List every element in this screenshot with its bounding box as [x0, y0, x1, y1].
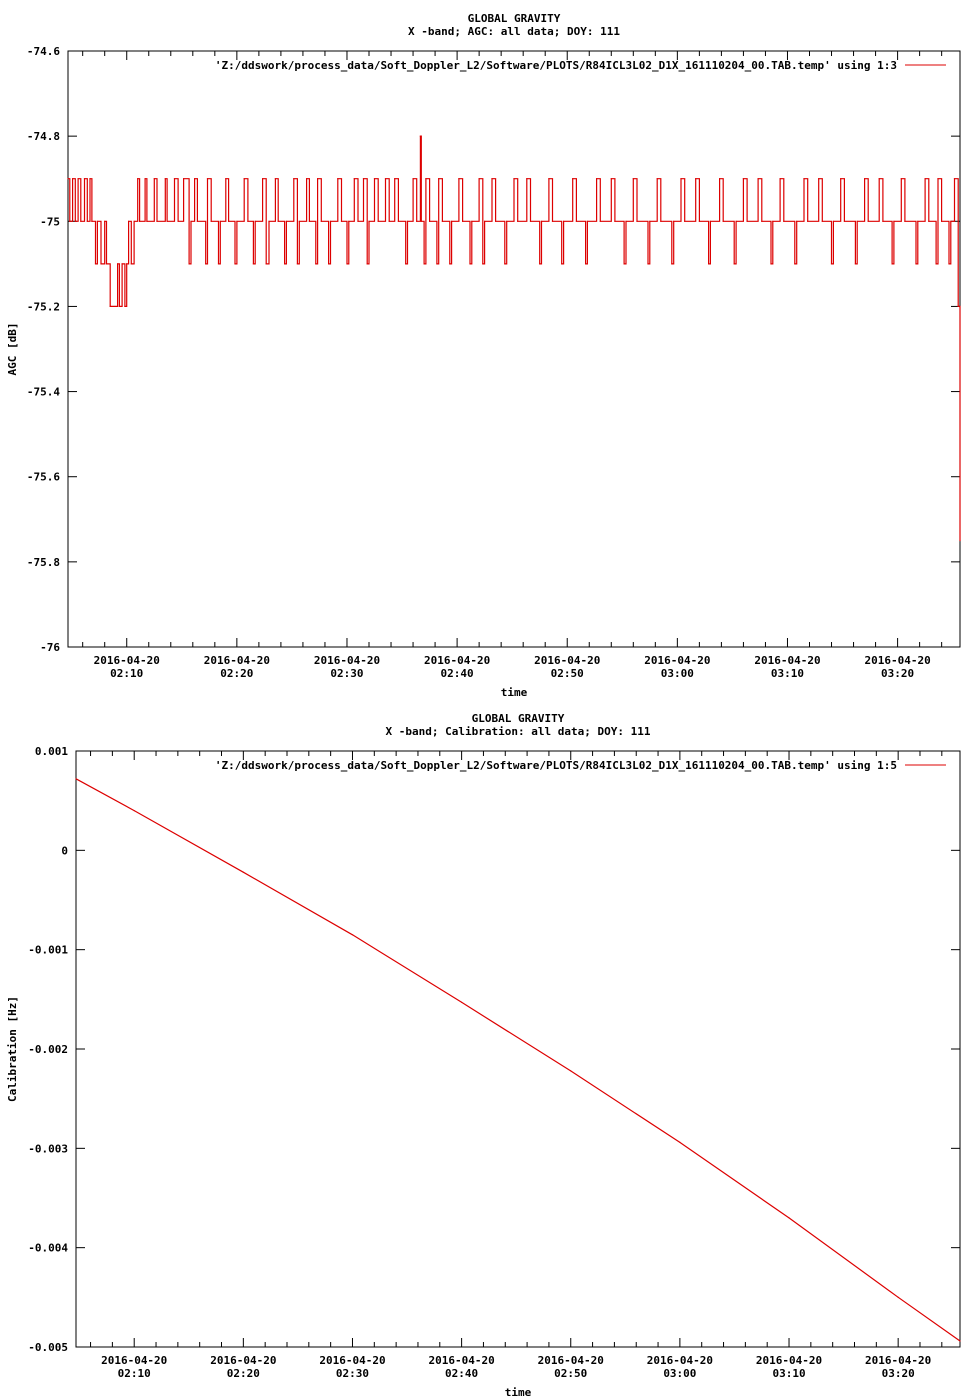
chart1-data-point — [671, 263, 672, 264]
chart1-xtick-time-label: 02:30 — [330, 667, 364, 680]
chart1-data-point — [572, 178, 573, 179]
chart1-data-point — [614, 221, 615, 222]
chart1-data-point — [563, 221, 564, 222]
chart1-data-point — [794, 263, 795, 264]
chart1-data-point — [266, 263, 267, 264]
chart1-data-point — [504, 263, 505, 264]
chart1-data-point — [247, 221, 248, 222]
chart1-data-point — [684, 221, 685, 222]
chart2-data-point — [959, 1340, 960, 1341]
chart1-plot-frame — [68, 51, 960, 647]
chart1-data-point — [959, 540, 960, 541]
chart1-data-point — [892, 263, 893, 264]
chart2-xtick-time-label: 03:20 — [881, 1367, 915, 1380]
chart2-data-point — [75, 778, 76, 779]
chart2-xtick-time-label: 03:00 — [663, 1367, 697, 1380]
chart1-data-point — [126, 263, 127, 264]
chart1-data-point — [758, 178, 759, 179]
chart1-data-point — [624, 263, 625, 264]
chart1-xtick-date-label: 2016-04-20 — [644, 654, 711, 667]
chart2-ytick-label: 0.001 — [34, 745, 68, 758]
chart1-data-point — [904, 221, 905, 222]
chart1-ytick-label: -76 — [40, 641, 60, 654]
chart1-data-point — [348, 221, 349, 222]
chart1-data-point — [124, 306, 125, 307]
chart1-data-point — [89, 178, 90, 179]
chart1-data-point — [552, 221, 553, 222]
chart1-data-point — [67, 178, 68, 179]
chart1-data-point — [647, 263, 648, 264]
chart1-data-point — [146, 221, 147, 222]
chart2-subtitle: X -band; Calibration: all data; DOY: 111 — [385, 725, 651, 738]
chart2-xtick-time-label: 03:10 — [772, 1367, 806, 1380]
chart2-ytick-label: -0.002 — [28, 1043, 68, 1056]
chart1-data-point — [95, 263, 96, 264]
chart1-data-point — [633, 178, 634, 179]
chart1-data-point — [398, 221, 399, 222]
chart1-data-point — [928, 221, 929, 222]
chart1-data-point — [145, 178, 146, 179]
chart2-xtick-time-label: 02:20 — [226, 1367, 260, 1380]
chart2-legend-label: 'Z:/ddswork/process_data/Soft_Doppler_L2/Software/PLOTS/R84ICL3L02_D1X_161110204_00.TAB.temp' using 1:5 — [214, 759, 897, 772]
chart1-ytick-label: -75.2 — [26, 300, 60, 314]
chart1-data-point — [234, 263, 235, 264]
chart2-xtick-time-label: 02:30 — [335, 1367, 370, 1380]
chart1-data-point — [220, 221, 221, 222]
chart1-xtick-date-label: 2016-04-20 — [93, 654, 160, 667]
chart2-data-point — [679, 1142, 680, 1143]
chart2-ytick-label: -0.001 — [28, 943, 68, 957]
chart1-data-point — [262, 178, 263, 179]
chart1-data-point — [293, 178, 294, 179]
chart1-data-point — [236, 221, 237, 222]
chart1-data-point — [110, 306, 111, 307]
chart1-data-point — [625, 221, 626, 222]
chart2-series-1-line — [76, 779, 960, 1341]
chart1-data-point — [723, 221, 724, 222]
chart1-data-point — [539, 263, 540, 264]
chart2-ytick-label: -0.005 — [28, 1341, 68, 1354]
chart1-data-point — [117, 263, 118, 264]
chart1-data-point — [893, 221, 894, 222]
chart1-data-point — [462, 221, 463, 222]
chart1-data-point — [165, 178, 166, 179]
chart1-data-point — [218, 263, 219, 264]
chart1-data-point — [309, 221, 310, 222]
chart2-ytick-label: -0.004 — [28, 1241, 68, 1255]
chart1-data-point — [354, 178, 355, 179]
chart1-legend-label: 'Z:/ddswork/process_data/Soft_Doppler_L2/Software/PLOTS/R84ICL3L02_D1X_161110204_00.TAB.temp' using 1:3 — [214, 59, 897, 72]
chart1-data-point — [367, 263, 368, 264]
chart1-data-point — [178, 221, 179, 222]
chart1-data-point — [255, 221, 256, 222]
chart1-data-point — [636, 221, 637, 222]
chart1-xtick-date-label: 2016-04-20 — [203, 654, 270, 667]
chart1-data-point — [389, 221, 390, 222]
chart1-data-point — [796, 221, 797, 222]
chart1-xtick-date-label: 2016-04-20 — [313, 654, 381, 667]
chart1-data-point — [695, 178, 696, 179]
chart1-data-point — [941, 221, 942, 222]
chart1-data-point — [207, 178, 208, 179]
chart1-data-point — [780, 178, 781, 179]
chart1-data-point — [72, 178, 73, 179]
chart1-data-point — [901, 178, 902, 179]
chart1-data-point — [69, 221, 70, 222]
chart1-data-point — [442, 221, 443, 222]
chart1-data-point — [770, 263, 771, 264]
chart1-data-point — [425, 178, 426, 179]
chart1-xtick-time-label: 03:00 — [660, 667, 694, 680]
chart1-data-point — [548, 178, 549, 179]
chart1-xtick-date-label: 2016-04-20 — [754, 654, 821, 667]
chart1-data-point — [436, 263, 437, 264]
chart1-data-point — [438, 178, 439, 179]
chart2-plot-frame — [76, 751, 960, 1347]
chart1-data-point — [156, 221, 157, 222]
chart1-data-point — [660, 221, 661, 222]
chart1-data-point — [561, 263, 562, 264]
chart1-data-point — [937, 178, 938, 179]
chart1-data-point — [421, 221, 422, 222]
chart1-data-point — [855, 263, 856, 264]
chart1-data-point — [471, 221, 472, 222]
chart2-data-point — [352, 934, 353, 935]
chart2-x-axis-label: time — [504, 1386, 532, 1399]
chart1-xtick-time-label: 03:20 — [881, 667, 915, 680]
chart1-data-point — [154, 178, 155, 179]
chart1-data-point — [458, 178, 459, 179]
chart1-data-point — [407, 221, 408, 222]
chart1-data-point — [449, 263, 450, 264]
chart1-data-point — [482, 263, 483, 264]
chart1-data-point — [657, 178, 658, 179]
chart1-data-point — [783, 221, 784, 222]
chart1-data-point — [244, 178, 245, 179]
chart1-data-point — [416, 221, 417, 222]
chart1-data-point — [341, 221, 342, 222]
chart1-xtick-time-label: 03:10 — [770, 667, 805, 680]
chart1-data-point — [394, 178, 395, 179]
chart1-data-point — [275, 178, 276, 179]
chart1-data-point — [190, 221, 191, 222]
chart1-data-point — [87, 221, 88, 222]
chart1-data-point — [368, 221, 369, 222]
chart1-data-point — [189, 263, 190, 264]
chart1-data-point — [680, 178, 681, 179]
chart1-data-point — [958, 306, 959, 307]
chart2-title: GLOBAL GRAVITY — [471, 712, 565, 725]
chart1-data-point — [119, 306, 120, 307]
chart1-data-point — [139, 221, 140, 222]
chart1-y-axis-label: AGC [dB] — [6, 322, 19, 376]
chart1-data-point — [91, 221, 92, 222]
chart1-data-point — [708, 263, 709, 264]
chart1-data-point — [363, 178, 364, 179]
chart1-data-point — [495, 221, 496, 222]
chart2-xtick-time-label: 02:50 — [554, 1367, 588, 1380]
chart1-data-point — [122, 263, 123, 264]
chart1-data-point — [950, 221, 951, 222]
chart1-data-point — [286, 221, 287, 222]
chart1-data-point — [576, 221, 577, 222]
chart1-data-point — [936, 263, 937, 264]
chart1-data-point — [317, 178, 318, 179]
chart1-title: GLOBAL GRAVITY — [467, 12, 561, 25]
chart1-data-point — [321, 221, 322, 222]
chart1-data-point — [761, 221, 762, 222]
chart1-data-point — [405, 263, 406, 264]
chart1-data-point — [831, 263, 832, 264]
chart1-data-point — [673, 221, 674, 222]
chart1-data-point — [253, 263, 254, 264]
chart1-xtick-time-label: 02:50 — [550, 667, 584, 680]
chart1-data-point — [772, 221, 773, 222]
chart1-data-point — [917, 221, 918, 222]
chart1-data-point — [268, 221, 269, 222]
chart1-data-point — [337, 178, 338, 179]
chart1-data-point — [97, 221, 98, 222]
chart1-ytick-label: -75 — [40, 215, 60, 229]
chart1-data-point — [840, 178, 841, 179]
chart1-data-point — [491, 178, 492, 179]
chart1-data-point — [228, 221, 229, 222]
chart1-data-point — [948, 263, 949, 264]
chart1-data-point — [710, 221, 711, 222]
chart2-xtick-date-label: 2016-04-20 — [865, 1354, 932, 1367]
chart1-data-point — [719, 178, 720, 179]
chart1-data-point — [747, 221, 748, 222]
chart1-data-point — [374, 178, 375, 179]
chart1-data-point — [137, 178, 138, 179]
chart1-data-point — [128, 221, 129, 222]
chart1-data-point — [818, 178, 819, 179]
chart1-data-point — [736, 221, 737, 222]
chart1-data-point — [822, 221, 823, 222]
chart1-data-point — [78, 178, 79, 179]
chart1-data-point — [915, 263, 916, 264]
chart1-ytick-label: -74.6 — [26, 45, 60, 58]
chart1-data-point — [585, 263, 586, 264]
chart2-data-point — [788, 1217, 789, 1218]
chart1-data-point — [479, 178, 480, 179]
chart1-data-point — [194, 178, 195, 179]
chart1-data-point — [734, 263, 735, 264]
chart1-data-point — [211, 221, 212, 222]
chart2-data-point — [570, 1070, 571, 1071]
chart2-data-point — [134, 810, 135, 811]
chart1-data-point — [699, 221, 700, 222]
chart1-data-point — [743, 178, 744, 179]
chart2-xtick-date-label: 2016-04-20 — [428, 1354, 495, 1367]
chart1-subtitle: X -band; AGC: all data; DOY: 111 — [408, 25, 620, 38]
chart1-data-point — [506, 221, 507, 222]
chart2-xtick-date-label: 2016-04-20 — [101, 1354, 168, 1367]
chart2-xtick-date-label: 2016-04-20 — [319, 1354, 386, 1367]
chart1-data-point — [197, 221, 198, 222]
chart1-data-point — [315, 263, 316, 264]
chart1-data-point — [297, 263, 298, 264]
chart1-data-point — [205, 263, 206, 264]
chart1-ytick-label: -75.4 — [26, 385, 60, 399]
chart1-data-point — [330, 221, 331, 222]
chart2-xtick-time-label: 02:10 — [117, 1367, 151, 1380]
chart1-data-point — [131, 263, 132, 264]
chart2-xtick-date-label: 2016-04-20 — [755, 1354, 823, 1367]
chart2-xtick-time-label: 02:40 — [445, 1367, 479, 1380]
chart1-data-point — [357, 221, 358, 222]
chart1-data-point — [541, 221, 542, 222]
chart1-xtick-date-label: 2016-04-20 — [864, 654, 931, 667]
chart1-xtick-time-label: 02:40 — [440, 667, 474, 680]
chart1-data-point — [530, 221, 531, 222]
chart1-data-point — [420, 136, 421, 137]
chart2-data-point — [898, 1297, 899, 1298]
chart1-xtick-date-label: 2016-04-20 — [534, 654, 601, 667]
chart1-data-point — [385, 178, 386, 179]
chart1-data-point — [306, 178, 307, 179]
chart1-data-point — [864, 178, 865, 179]
chart1-data-point — [346, 263, 347, 264]
chart1-xtick-time-label: 02:10 — [110, 667, 144, 680]
chart1-data-point — [225, 178, 226, 179]
chart1-data-point — [104, 221, 105, 222]
chart1-data-point — [807, 221, 808, 222]
chart1-data-point — [429, 221, 430, 222]
chart1-data-point — [803, 178, 804, 179]
chart1-data-point — [513, 178, 514, 179]
chart1-data-point — [517, 221, 518, 222]
chart1-data-point — [857, 221, 858, 222]
chart1-data-point — [469, 263, 470, 264]
chart1-data-point — [167, 221, 168, 222]
chart1-data-point — [882, 221, 883, 222]
chart1-data-point — [183, 178, 184, 179]
chart1-data-point — [100, 263, 101, 264]
chart1-data-point — [174, 178, 175, 179]
chart1-ytick-label: -75.6 — [26, 470, 60, 484]
chart1-data-point — [278, 221, 279, 222]
chart1-x-axis-label: time — [500, 686, 528, 699]
chart1-data-point — [587, 221, 588, 222]
chart1-data-point — [833, 221, 834, 222]
chart2-data-point — [243, 872, 244, 873]
chart1-data-point — [413, 178, 414, 179]
chart1-data-point — [75, 221, 76, 222]
chart1-data-point — [596, 178, 597, 179]
chart1-data-point — [424, 263, 425, 264]
chart1-data-point — [600, 221, 601, 222]
chart1-data-point — [451, 221, 452, 222]
chart1-data-point — [134, 221, 135, 222]
chart1-data-point — [868, 221, 869, 222]
chart1-data-point — [484, 221, 485, 222]
chart1-data-point — [284, 263, 285, 264]
chart1-data-point — [299, 221, 300, 222]
chart1-data-point — [611, 178, 612, 179]
chart2-ytick-label: 0 — [61, 844, 68, 858]
chart1-data-point — [84, 178, 85, 179]
chart1-xtick-date-label: 2016-04-20 — [423, 654, 491, 667]
chart1-data-point — [879, 178, 880, 179]
chart1-xtick-time-label: 02:20 — [220, 667, 254, 680]
chart1-data-point — [80, 221, 81, 222]
chart1-data-point — [106, 263, 107, 264]
chart2-xtick-date-label: 2016-04-20 — [537, 1354, 604, 1367]
chart1-data-point — [925, 178, 926, 179]
chart2-xtick-date-label: 2016-04-20 — [210, 1354, 277, 1367]
chart1-data-point — [526, 178, 527, 179]
chart2-data-point — [461, 1002, 462, 1003]
chart1-data-point — [378, 221, 379, 222]
chart2-ytick-label: -0.003 — [28, 1142, 68, 1156]
chart1-data-point — [649, 221, 650, 222]
chart2-xtick-date-label: 2016-04-20 — [646, 1354, 714, 1367]
chart1-data-point — [844, 221, 845, 222]
chart1-ytick-label: -75.8 — [26, 555, 60, 569]
chart1-ytick-label: -74.8 — [26, 130, 60, 144]
chart1-data-point — [328, 263, 329, 264]
chart1-data-point — [954, 178, 955, 179]
chart2-y-axis-label: Calibration [Hz] — [6, 996, 19, 1102]
chart1-series-1-line — [68, 136, 960, 540]
